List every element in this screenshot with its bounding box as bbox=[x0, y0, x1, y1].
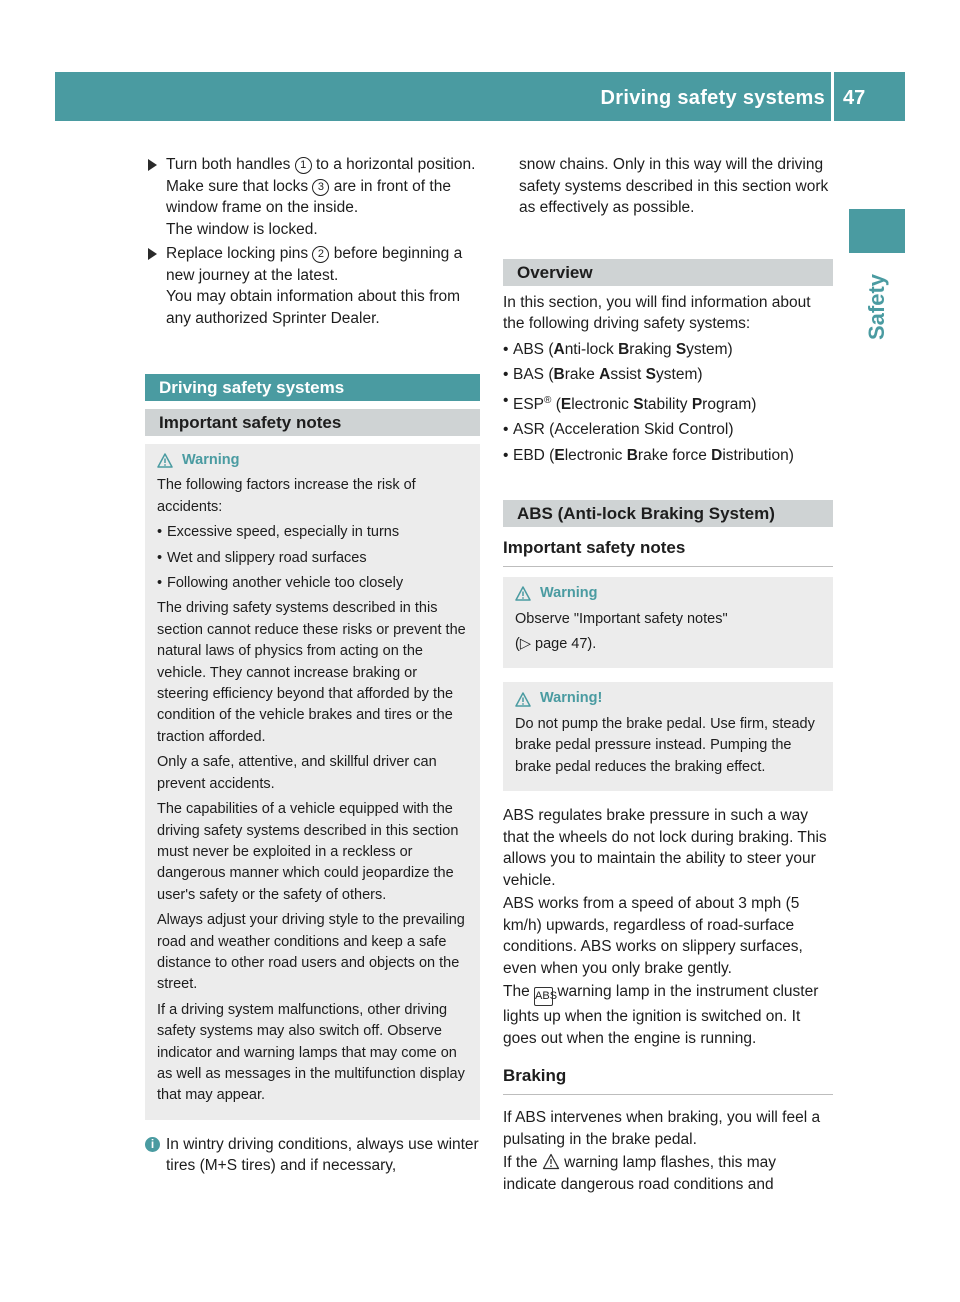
list-item: • Following another vehicle too closely bbox=[157, 573, 472, 594]
abs-section-title: ABS (Anti-lock Braking System) bbox=[503, 500, 833, 527]
braking-heading: Braking bbox=[503, 1065, 833, 1095]
risk-list bbox=[157, 522, 472, 594]
continued-text: snow chains. Only in this way will the driving safety systems described in this section work as effectively as possible. bbox=[519, 156, 829, 216]
warning-triangle-icon bbox=[157, 453, 173, 468]
step-arrow-icon bbox=[148, 159, 157, 171]
list-item: • Excessive speed, especially in turns bbox=[157, 522, 472, 543]
instruction-step bbox=[145, 243, 480, 329]
list-item: • ASR (Acceleration Skid Control) bbox=[503, 419, 833, 441]
warning-paragraph: If a driving system malfunctions, other driving safety systems may also switch off. Observe indicator and warning lamps that may come on as well as messages in the multifunction display that may appear. bbox=[157, 1001, 465, 1104]
callout-number-icon: 1 bbox=[295, 157, 312, 174]
warning-triangle-icon bbox=[515, 586, 531, 601]
warning-paragraph: Always adjust your driving style to the prevailing road and weather conditions and keep a safe distance to other road users and objects on the street. bbox=[157, 912, 465, 993]
body-paragraph: The ABS warning lamp in the instrument cluster lights up when the ignition is switched on. It goes out when the engine is running. bbox=[503, 983, 819, 1047]
step-text: Turn both handles 1 to a horizontal position. Make sure that locks 3 are in front of the window frame on the inside. bbox=[166, 156, 476, 216]
list-item: • BAS (Brake Assist System) bbox=[503, 364, 833, 386]
body-paragraph: ABS works from a speed of about 3 mph (5 km/h) upwards, regardless of road-surface conditions. ABS works on slippery surfaces, even when you only brake gently. bbox=[503, 895, 803, 977]
info-note bbox=[145, 1134, 480, 1177]
abs-subheading: Important safety notes bbox=[503, 537, 833, 567]
warning-box bbox=[503, 682, 833, 791]
warning-paragraph: The capabilities of a vehicle equipped with the driving safety systems described in this section must never be exploited in a reckless or dangerous manner which could jeopardize the user's safety or the safety of others. bbox=[157, 801, 459, 903]
list-item: • ABS (Anti-lock Braking System) bbox=[503, 339, 833, 361]
warning-title: Warning bbox=[515, 583, 825, 604]
step-result: The window is locked. bbox=[166, 220, 318, 238]
list-item: • EBD (Electronic Brake force Distribution) bbox=[503, 445, 833, 467]
warning-paragraph: The driving safety systems described in this section cannot reduce these risks or prevent the natural laws of physics from acting on the vehicle. They cannot increase braking or steering efficiency beyond that afforded by the condition of the vehicle brakes and tires or the traction afforded. bbox=[157, 600, 466, 745]
warning-paragraph: Only a safe, attentive, and skillful driver can prevent accidents. bbox=[157, 754, 437, 792]
abs-warning-lamp-icon: ABS bbox=[534, 987, 553, 1006]
step-text: Replace locking pins 2 before beginning a new journey at the latest. bbox=[166, 245, 463, 284]
warning-text: Do not pump the brake pedal. Use firm, steady brake pedal pressure instead. Pumping the brake pedal reduces the braking effect. bbox=[515, 715, 815, 775]
overview-title: Overview bbox=[503, 259, 833, 286]
info-icon: i bbox=[145, 1137, 160, 1152]
systems-list bbox=[503, 339, 833, 467]
page-reference: (▷ page 47). bbox=[515, 635, 597, 652]
skid-warning-lamp-icon bbox=[542, 1153, 560, 1170]
warning-triangle-icon bbox=[515, 692, 531, 707]
info-text: In wintry driving conditions, always use winter tires (M+S tires) and if necessary, bbox=[166, 1135, 479, 1175]
warning-title: Warning! bbox=[515, 688, 825, 709]
body-paragraph: If ABS intervenes when braking, you will feel a pulsating in the brake pedal. bbox=[503, 1109, 821, 1148]
instruction-step bbox=[145, 154, 480, 240]
step-result: You may obtain information about this from any authorized Sprinter Dealer. bbox=[166, 288, 461, 327]
step-arrow-icon bbox=[148, 248, 157, 260]
warning-intro: The following factors increase the risk of accidents: bbox=[157, 477, 416, 515]
overview-intro: In this section, you will find information about the following driving safety systems: bbox=[503, 293, 811, 332]
page-header-title: Driving safety systems bbox=[600, 87, 825, 109]
subsection-title: Important safety notes bbox=[145, 409, 480, 436]
side-tab-label: Safety bbox=[864, 273, 889, 340]
warning-title: Warning bbox=[157, 450, 472, 471]
warning-box bbox=[145, 444, 480, 1120]
right-column bbox=[503, 154, 833, 1197]
list-item: • Wet and slippery road surfaces bbox=[157, 548, 472, 569]
section-title: Driving safety systems bbox=[145, 374, 480, 401]
body-paragraph: ABS regulates brake pressure in such a way that the wheels do not lock during braking. This allows you to maintain the ability to steer your vehicle. bbox=[503, 807, 827, 889]
body-paragraph: If the warning lamp flashes, this may indicate dangerous road conditions and bbox=[503, 1154, 777, 1193]
page-number: 47 bbox=[843, 87, 866, 109]
callout-number-icon: 2 bbox=[312, 246, 329, 263]
warning-box bbox=[503, 577, 833, 668]
header-divider bbox=[831, 72, 834, 121]
callout-number-icon: 3 bbox=[312, 179, 329, 196]
list-item: • ESP® (Electronic Stability Program) bbox=[503, 390, 833, 416]
side-tab-marker bbox=[849, 209, 905, 253]
warning-text: Observe "Important safety notes" bbox=[515, 610, 728, 627]
left-column bbox=[145, 154, 480, 1177]
